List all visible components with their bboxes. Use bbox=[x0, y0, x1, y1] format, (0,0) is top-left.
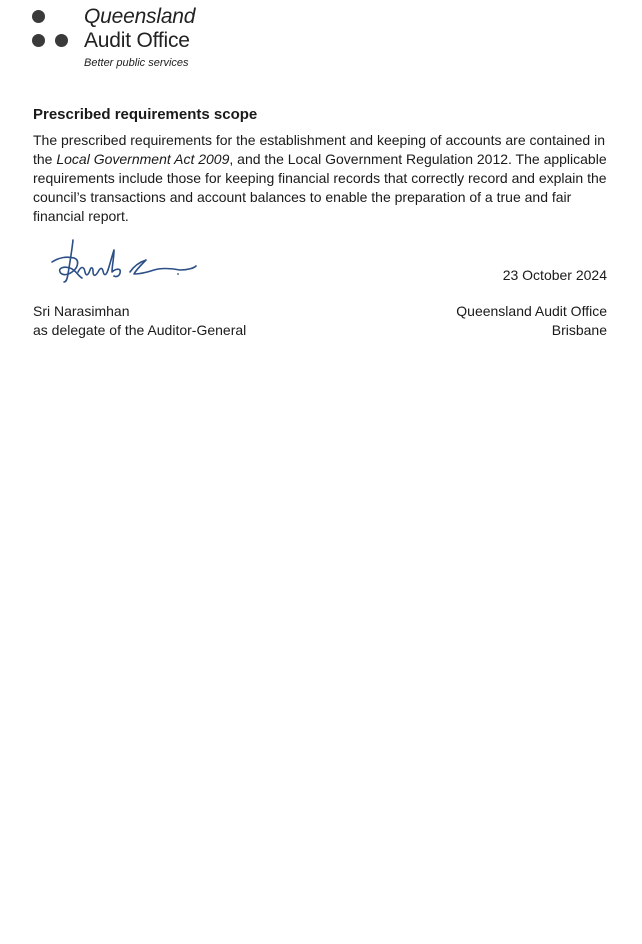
signatory-block bbox=[33, 302, 246, 340]
scope-paragraph bbox=[33, 131, 609, 226]
office-block bbox=[456, 302, 607, 340]
paragraph-text-part1: The prescribed requirements for the establishment and keeping of accounts are contained in the bbox=[33, 132, 606, 167]
handwritten-signature bbox=[48, 232, 208, 294]
logo-text-audit-office: Audit Office bbox=[84, 29, 190, 52]
logo-dot-icon bbox=[32, 10, 45, 23]
signatory-name: Sri Narasimhan bbox=[33, 303, 130, 319]
logo-dot-icon bbox=[32, 34, 45, 47]
act-title: Local Government Act 2009 bbox=[56, 151, 230, 167]
qao-logo bbox=[30, 4, 250, 72]
paragraph-text-part2: , and the Local Government Regulation 2012. The applicable requirements include those for keeping financial records that correctly record and explain the council’s transactions and account balances to enable the preparation of a true and fair financial report. bbox=[33, 151, 607, 224]
logo-tagline: Better public services bbox=[84, 57, 189, 69]
office-city: Brisbane bbox=[551, 322, 607, 338]
section-heading: Prescribed requirements scope bbox=[33, 106, 258, 123]
signatory-role: as delegate of the Auditor-General bbox=[33, 322, 247, 338]
logo-text-queensland: Queensland bbox=[84, 5, 196, 28]
logo-dot-icon bbox=[55, 34, 68, 47]
office-name: Queensland Audit Office bbox=[456, 303, 607, 319]
signoff-date: 23 October 2024 bbox=[502, 267, 607, 283]
